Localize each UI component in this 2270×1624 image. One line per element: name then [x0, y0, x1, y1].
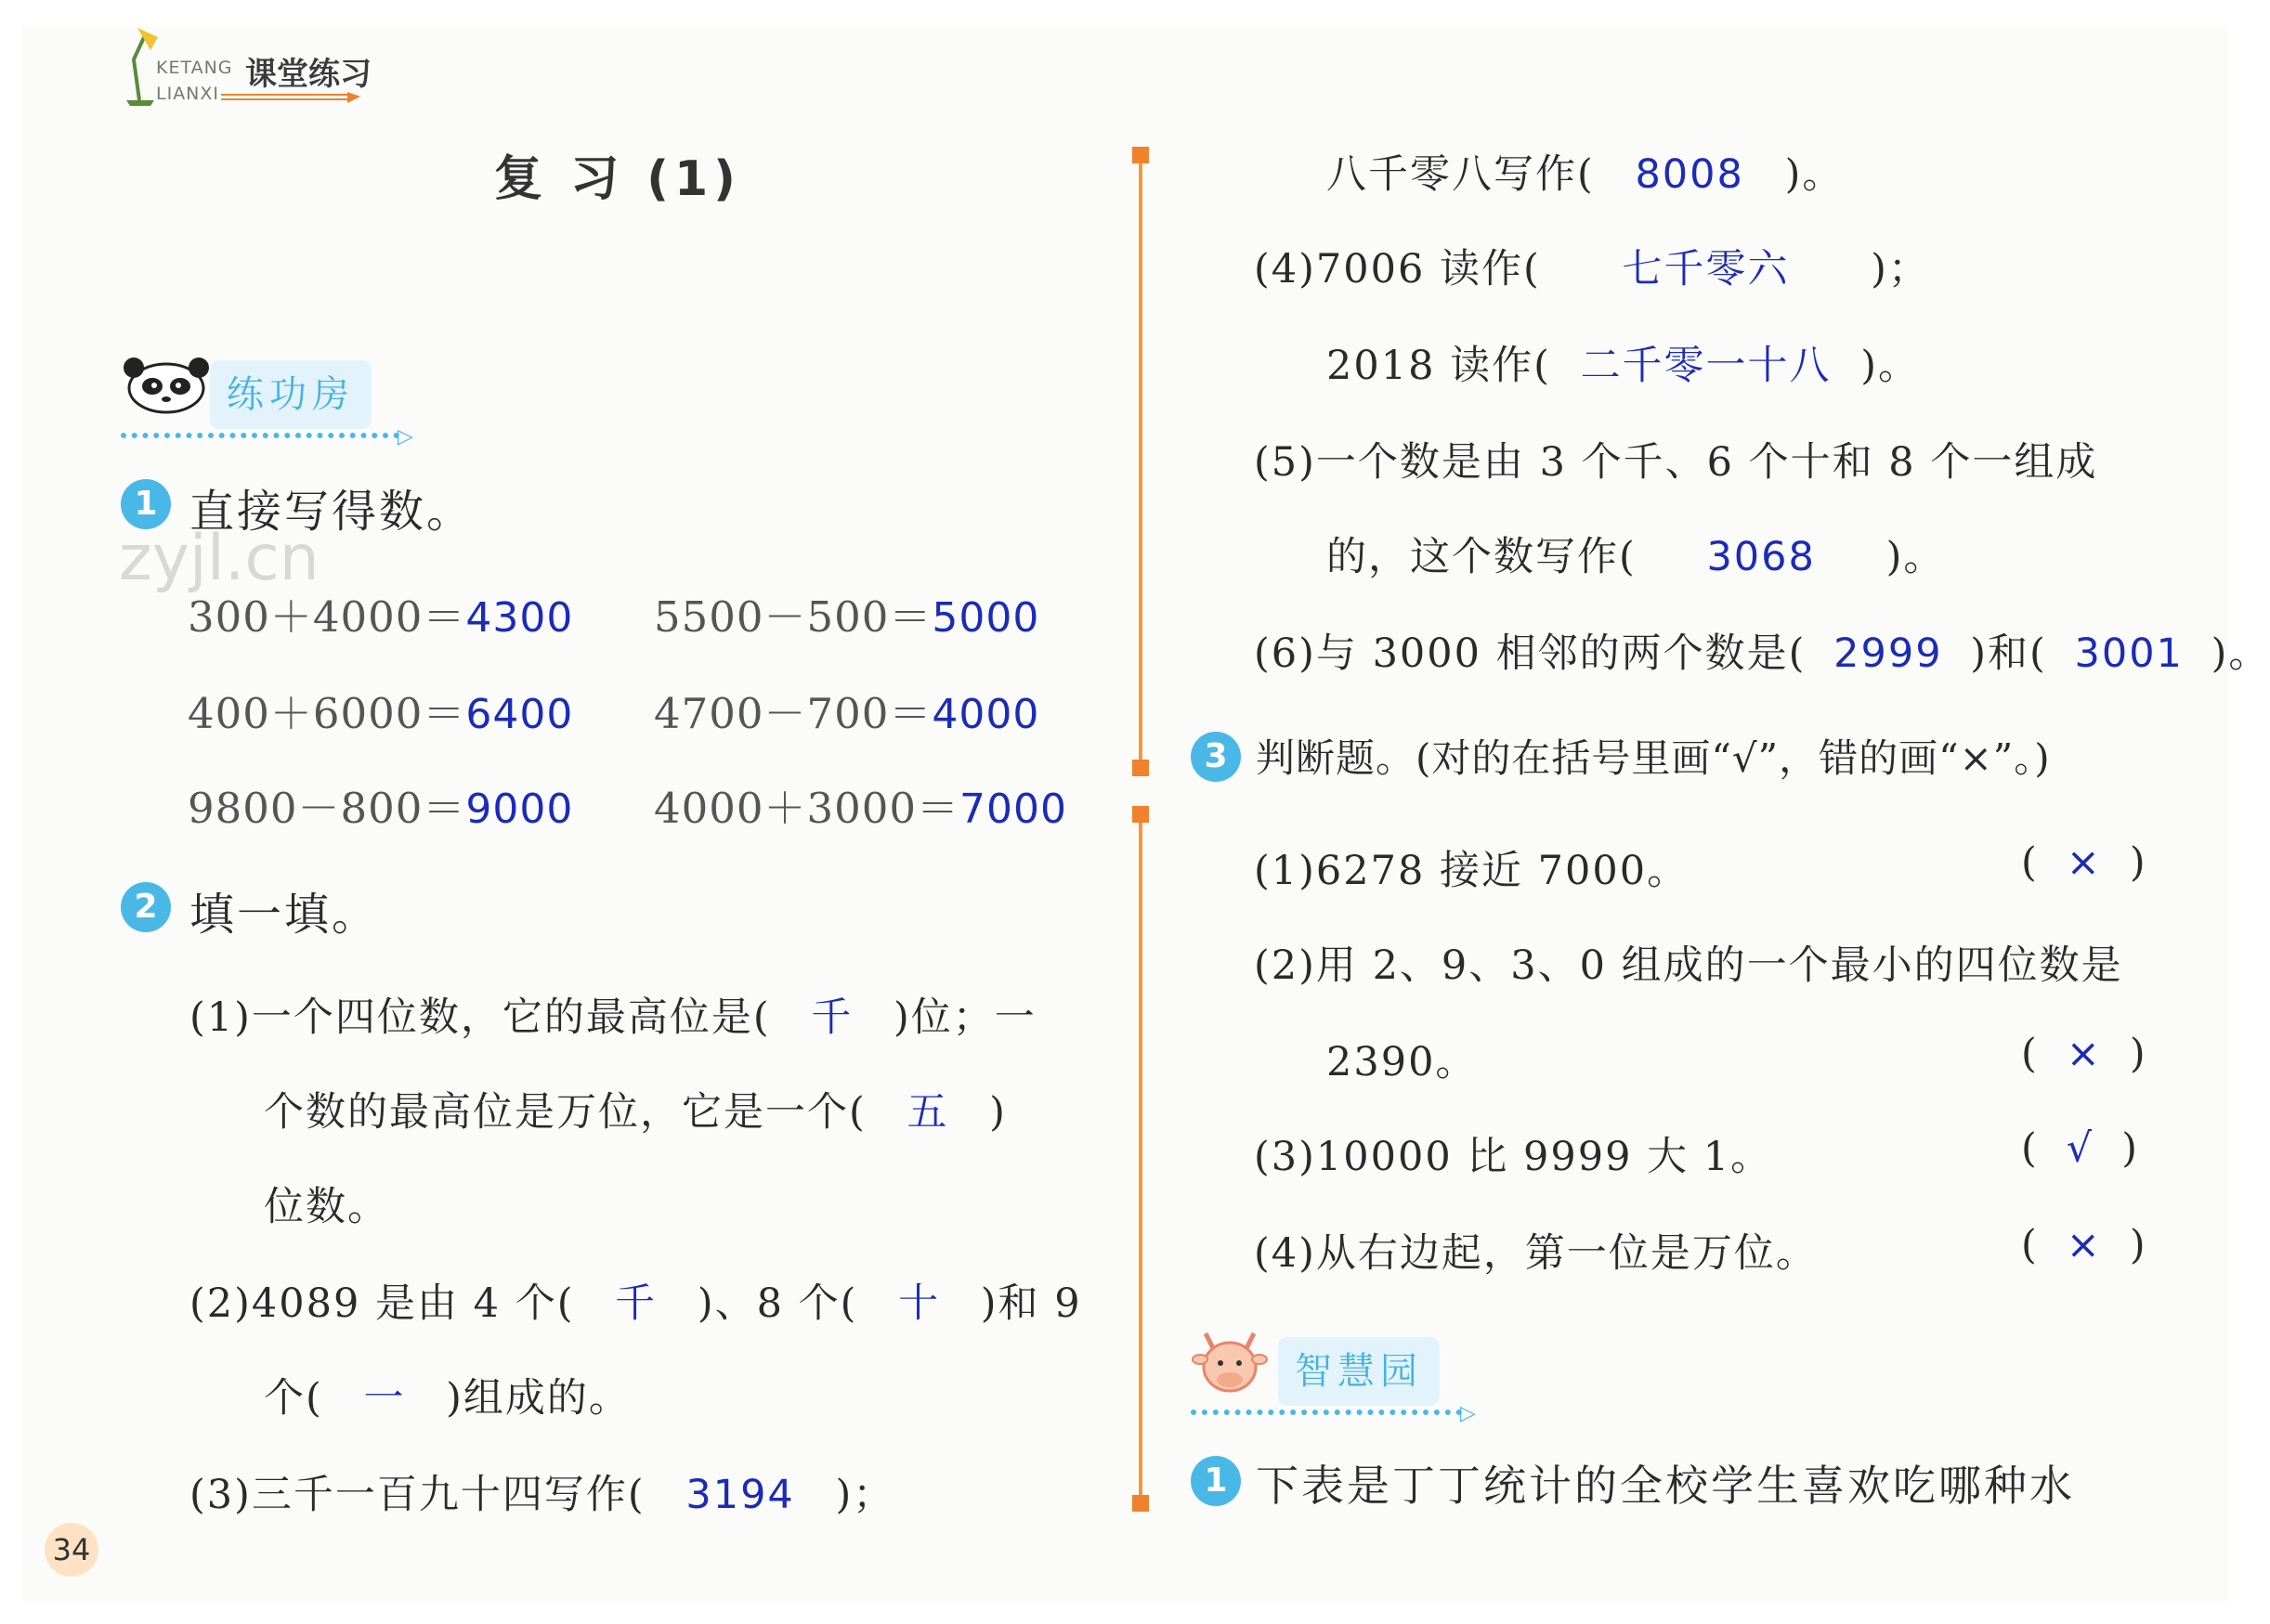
arrow-right-icon: ▷: [398, 425, 413, 448]
fill-line: [1326, 143, 1844, 200]
cow-icon: [1193, 1324, 1267, 1398]
judge-mark-box: [2021, 1125, 2139, 1172]
fill-line: [189, 1272, 1082, 1329]
fill-text: (3)三千一百九十四写作(: [189, 1472, 646, 1518]
judge-mark: √: [2066, 1125, 2094, 1172]
judge-item: (3)10000 比 9999 大 1。: [1254, 1134, 1773, 1180]
brand-en-top: KETANG: [156, 58, 233, 78]
column-divider-bottom: [1139, 810, 1142, 1502]
fill-text: )；: [1871, 246, 1930, 292]
question-title: 直接写得数。: [189, 486, 475, 538]
equation-answer: 9000: [465, 786, 574, 833]
judge-mark-box: [2021, 1031, 2147, 1077]
judge-mark: ×: [2066, 1031, 2102, 1077]
equation-row: [188, 774, 573, 835]
fill-text: (4)7006 读作(: [1254, 246, 1541, 292]
paren: (: [2021, 1125, 2039, 1172]
fill-text: 个数的最高位是万位，它是一个(: [264, 1089, 867, 1136]
fill-answer: 二千零一十八: [1580, 343, 1832, 389]
fill-answer: 3001: [2074, 630, 2184, 677]
fill-text: )位；一: [894, 994, 1037, 1041]
fill-text: )和 9: [980, 1280, 1082, 1327]
fill-answer: 3068: [1706, 534, 1816, 580]
fill-answer: 一: [363, 1375, 406, 1422]
fill-line: [1326, 334, 1920, 391]
wisdom-badge: 智慧园: [1278, 1337, 1440, 1406]
paren: (: [2021, 1222, 2039, 1268]
fill-text: (2)4089 是由 4 个(: [189, 1280, 575, 1327]
fill-text: )、8 个(: [697, 1280, 858, 1327]
equation-expr: 400＋6000＝: [188, 689, 466, 738]
paren: (: [2021, 839, 2039, 886]
fill-text: )；: [835, 1472, 895, 1518]
watermark: zyjl.cn: [119, 522, 320, 595]
equation-expr: 4700－700＝: [654, 689, 933, 738]
fill-text: 的，这个数写作(: [1326, 534, 1637, 580]
fill-answer: 3194: [685, 1472, 795, 1518]
brand-en-bottom: LIANXI: [156, 84, 220, 104]
question-text: 下表是丁丁统计的全校学生喜欢吃哪种水: [1256, 1461, 2075, 1511]
fill-line: [1254, 622, 2270, 679]
fill-text: (1)一个四位数，它的最高位是(: [189, 994, 771, 1041]
brand-title: 课堂练习: [245, 56, 372, 93]
equation-answer: 4000: [932, 691, 1040, 738]
judge-mark: ×: [2066, 839, 2102, 886]
fill-line: [1254, 238, 1930, 294]
judge-mark-box: [2021, 839, 2147, 886]
equation-expr: 5500－500＝: [654, 592, 933, 642]
fill-text: )。: [2211, 630, 2270, 677]
fill-text: 个(: [264, 1375, 323, 1422]
page-number: 34: [45, 1523, 98, 1577]
equation-expr: 300＋4000＝: [188, 592, 466, 642]
fill-text: 八千零八写作(: [1326, 151, 1595, 198]
question-title: 判断题。(对的在括号里画“√”，错的画“×”。): [1256, 735, 2051, 781]
divider-marker: [1132, 806, 1149, 823]
fill-text: )。: [1860, 343, 1921, 389]
equation-row: [188, 680, 573, 740]
equation-expr: 4000＋3000＝: [654, 784, 960, 833]
equation-row: [654, 774, 1067, 835]
paren: (: [2021, 1031, 2039, 1077]
practice-badge: 练功房: [210, 360, 372, 429]
judge-item: (2)用 2、9、3、0 组成的一个最小的四位数是: [1254, 942, 2123, 989]
judge-item: (1)6278 接近 7000。: [1254, 848, 1689, 894]
fill-text: )和(: [1970, 630, 2047, 677]
fill-line: (5)一个数是由 3 个千、6 个十和 8 个一组成: [1254, 439, 2098, 486]
fill-answer: 千: [615, 1280, 658, 1327]
fill-answer: 五: [907, 1089, 949, 1136]
equation-expr: 9800－800＝: [188, 784, 466, 833]
divider-marker: [1132, 147, 1149, 163]
paren: ): [2129, 1222, 2147, 1268]
fill-line: [1326, 526, 1945, 582]
question-number-badge: 3: [1191, 732, 1241, 782]
question-number-badge: 2: [121, 882, 171, 932]
fill-answer: 十: [898, 1280, 941, 1327]
fill-answer: 2999: [1833, 630, 1943, 677]
question-number-badge: 1: [121, 479, 171, 529]
lesson-title: 复 习 (1): [494, 151, 741, 207]
judge-mark-box: [2021, 1222, 2147, 1268]
paren: ): [2121, 1125, 2139, 1172]
column-divider-top: [1139, 149, 1142, 769]
divider-marker: [1132, 1495, 1149, 1512]
fill-text: )。: [1784, 151, 1845, 198]
panda-icon: [124, 355, 208, 414]
judge-mark: ×: [2066, 1222, 2102, 1268]
equation-answer: 5000: [932, 594, 1040, 642]
equation-answer: 6400: [465, 691, 574, 738]
fill-text: )。: [1885, 534, 1946, 580]
question-title: 填一填。: [189, 889, 380, 941]
question-number-badge: 1: [1191, 1456, 1241, 1506]
fill-text: ): [989, 1089, 1007, 1136]
divider-marker: [1132, 760, 1149, 776]
fill-answer: 8008: [1635, 151, 1744, 198]
fill-text: 2018 读作(: [1326, 343, 1551, 389]
fill-line: [189, 986, 1037, 1043]
fill-text: )组成的。: [446, 1375, 631, 1422]
paren: ): [2129, 1031, 2147, 1077]
equation-row: [654, 680, 1039, 740]
wisdom-dotted-divider: [1191, 1410, 1462, 1415]
equation-answer: 7000: [959, 786, 1068, 833]
lamp-icon: [117, 22, 162, 108]
fill-answer: 七千零六: [1622, 246, 1790, 292]
equation-row: [654, 583, 1039, 643]
fill-line: [189, 1463, 894, 1520]
brand-underline: [221, 91, 360, 102]
fill-line: [264, 1081, 1007, 1137]
judge-item-cont: 2390。: [1326, 1039, 1478, 1085]
equation-answer: 4300: [465, 594, 574, 642]
fill-line: [264, 1367, 631, 1423]
fill-answer: 千: [811, 994, 854, 1041]
equation-row: [188, 583, 573, 643]
fill-line: 位数。: [264, 1184, 389, 1230]
fill-text: (6)与 3000 相邻的两个数是(: [1254, 630, 1807, 677]
practice-dotted-divider: [121, 433, 399, 438]
arrow-right-icon: ▷: [1460, 1402, 1476, 1425]
judge-item: (4)从右边起，第一位是万位。: [1254, 1230, 1818, 1277]
paren: ): [2129, 839, 2147, 886]
